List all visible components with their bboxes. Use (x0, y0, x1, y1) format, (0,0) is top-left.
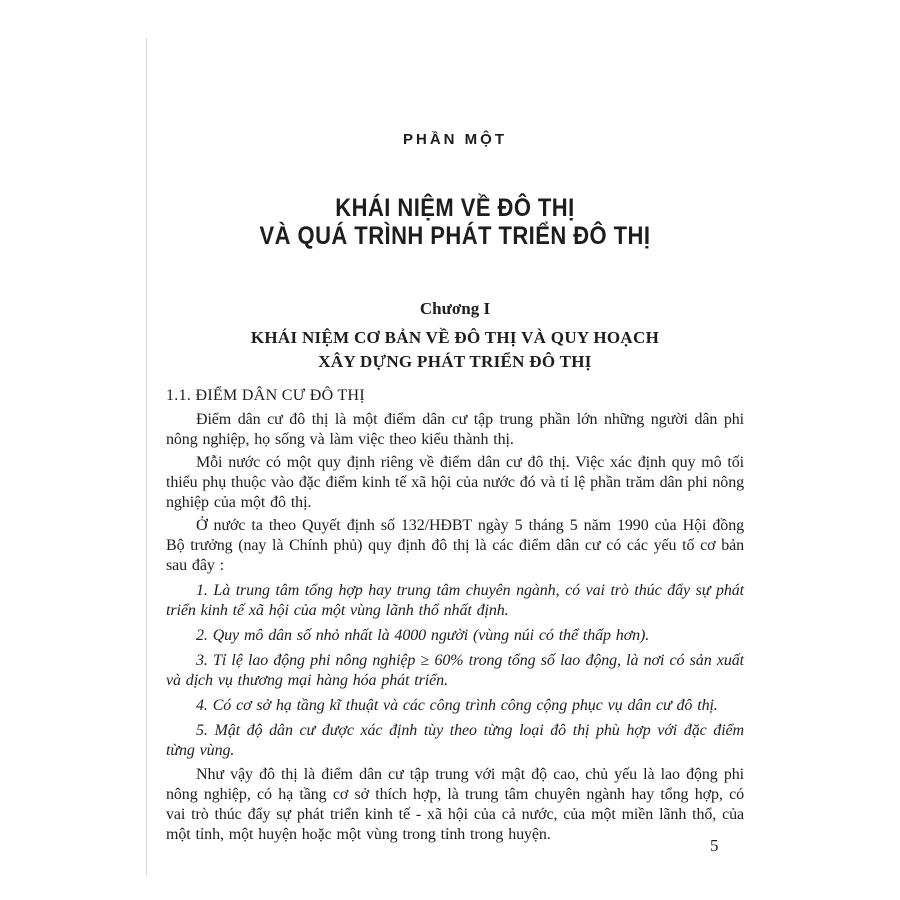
criteria-item-3: 3. Tỉ lệ lao động phi nông nghiệp ≥ 60% trong tổng số lao động, là nơi có sản xuất và dịch vụ thương mại hàng hóa phát triển. (166, 652, 744, 689)
criteria-item-1: 1. Là trung tâm tổng hợp hay trung tâm chuyên ngành, có vai trò thúc đẩy sự phát triển kinh tế xã hội của một vùng lãnh thổ nhất định. (166, 582, 744, 619)
chapter-label: Chương I (419, 299, 491, 318)
criteria-item-2: 2. Quy mô dân số nhỏ nhất là 4000 người (vùng núi có thể thấp hơn). (196, 627, 650, 644)
paragraph-3: Ở nước ta theo Quyết định số 132/HĐBT ngày 5 tháng 5 năm 1990 của Hội đồng Bộ trưởng (nay là Chính phủ) quy định đô thị là các điểm dân cư có các yếu tố cơ bản sau đây : (166, 517, 744, 574)
paragraph-2: Mỗi nước có một quy định riêng về điểm dân cư đô thị. Việc xác định quy mô tối thiểu phụ thuộc vào đặc điểm kinh tế xã hội của nước đó và tỉ lệ phần trăm dân phi nông nghiệp của một đô thị. (166, 454, 744, 511)
chapter-title (166, 326, 744, 374)
closing-paragraph: Như vậy đô thị là điểm dân cư tập trung với mật độ cao, chủ yếu là lao động phi nông nghiệp, có hạ tầng cơ sở thích hợp, là trung tâm chuyên ngành hay tổng hợp, có vai trò thúc đẩy sự phát triển kinh tế - xã hội của cả nước, của một miền lãnh thổ, của một tỉnh, một huyện hoặc một vùng trong tỉnh trong huyện. (166, 766, 744, 843)
page-number: 5 (710, 836, 719, 855)
section-heading: 1.1. ĐIỂM DÂN CƯ ĐÔ THỊ (166, 387, 366, 404)
book-part-title-line1: KHÁI NIỆM VỀ ĐÔ THỊ (335, 194, 575, 222)
book-part-title-line2: VÀ QUÁ TRÌNH PHÁT TRIỂN ĐÔ THỊ (259, 222, 651, 250)
criteria-item-5: 5. Mật độ dân cư được xác định tùy theo từng loại đô thị phù hợp với đặc điểm từng vùng. (166, 722, 744, 759)
part-label: PHẦN MỘT (403, 131, 507, 148)
page-scan-edge-line (146, 38, 147, 876)
page-content (166, 0, 744, 845)
chapter-title-line1: KHÁI NIỆM CƠ BẢN VỀ ĐÔ THỊ VÀ QUY HOẠCH (250, 328, 660, 347)
book-part-title (201, 194, 710, 250)
chapter-title-line2: XÂY DỰNG PHÁT TRIỂN ĐÔ THỊ (318, 352, 592, 371)
criteria-item-4: 4. Có cơ sở hạ tầng kĩ thuật và các công trình công cộng phục vụ dân cư đô thị. (196, 697, 718, 714)
paragraph-1: Điểm dân cư đô thị là một điểm dân cư tập trung phần lớn những người dân phi nông nghiệp, họ sống và làm việc theo kiểu thành thị. (166, 411, 744, 448)
